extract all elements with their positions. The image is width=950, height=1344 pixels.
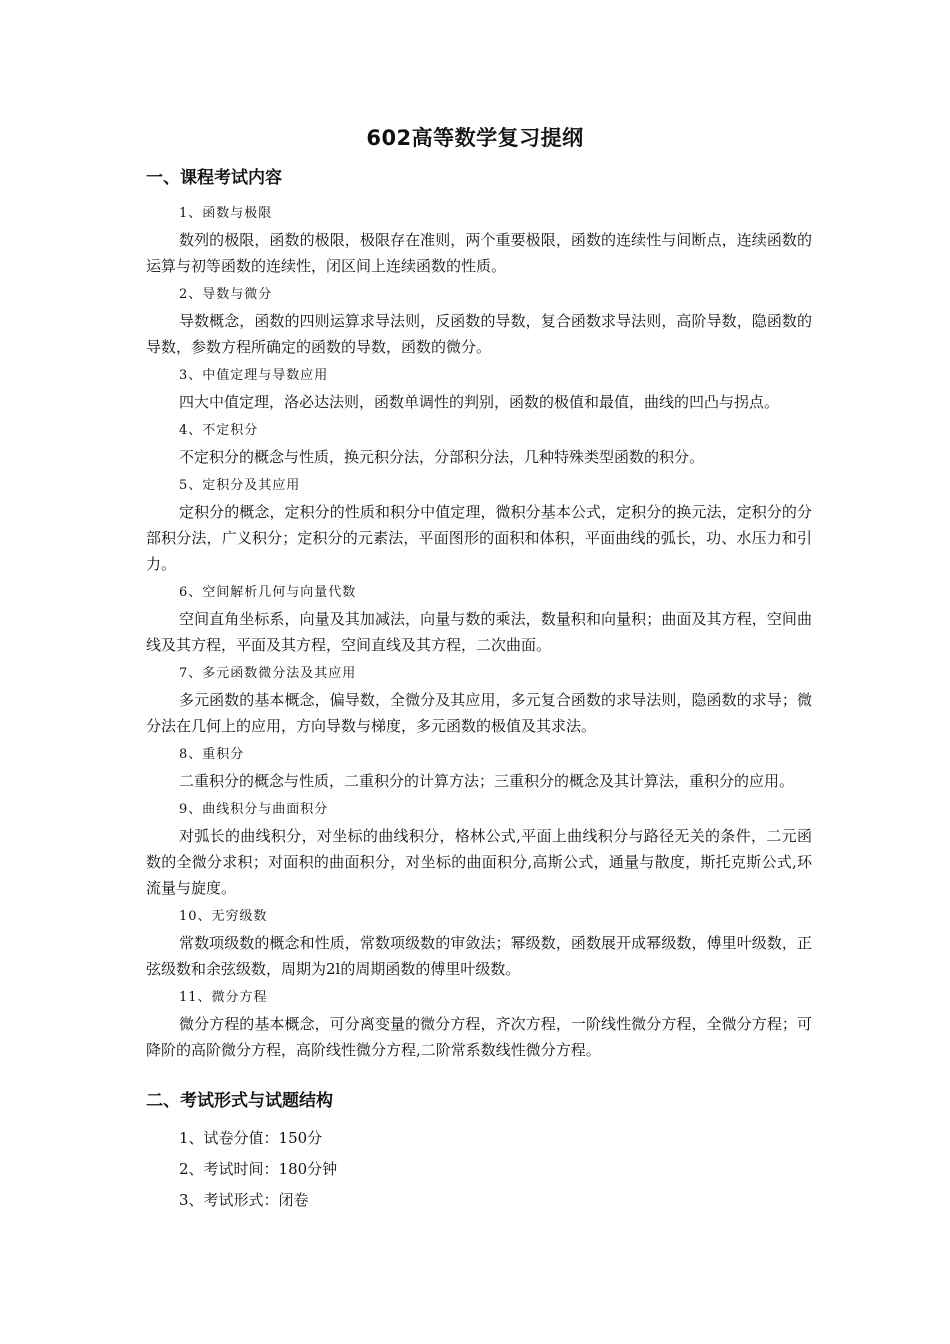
section-heading-exam-content: 一、课程考试内容 bbox=[146, 168, 282, 188]
topic-heading: 8、重积分 bbox=[179, 747, 245, 762]
topic-heading: 6、空间解析几何与向量代数 bbox=[179, 585, 357, 600]
topic-body: 对弧长的曲线积分，对坐标的曲线积分，格林公式,平面上曲线积分与路径无关的条件，二元函数的全微分求积；对面积的曲面积分，对坐标的曲面积分,高斯公式，通量与散度，斯托克斯公式,环流量与旋度。 bbox=[146, 827, 812, 897]
topic-list bbox=[146, 198, 812, 1063]
topic-item bbox=[146, 286, 812, 360]
topic-body: 四大中值定理，洛必达法则，函数单调性的判别，函数的极值和最值，曲线的凹凸与拐点。 bbox=[179, 393, 780, 411]
exam-format-list bbox=[179, 1123, 337, 1216]
topic-item bbox=[146, 908, 812, 982]
exam-format-item: 3、考试形式：闭卷 bbox=[179, 1191, 309, 1209]
topic-heading: 7、多元函数微分法及其应用 bbox=[179, 666, 357, 681]
topic-item bbox=[146, 584, 812, 658]
topic-heading: 11、微分方程 bbox=[179, 990, 268, 1005]
topic-body: 定积分的概念，定积分的性质和积分中值定理，微积分基本公式，定积分的换元法，定积分的分部积分法，广义积分；定积分的元素法，平面图形的面积和体积，平面曲线的弧长，功、水压力和引力。 bbox=[146, 503, 812, 573]
topic-heading: 9、曲线积分与曲面积分 bbox=[179, 802, 329, 817]
topic-item bbox=[146, 746, 812, 794]
topic-body: 导数概念，函数的四则运算求导法则，反函数的导数，复合函数求导法则，高阶导数，隐函数的导数，参数方程所确定的函数的导数，函数的微分。 bbox=[146, 312, 812, 356]
topic-heading: 10、无穷级数 bbox=[179, 909, 268, 924]
topic-item bbox=[146, 477, 812, 577]
topic-body: 空间直角坐标系，向量及其加减法，向量与数的乘法，数量积和向量积；曲面及其方程，空间曲线及其方程，平面及其方程，空间直线及其方程，二次曲面。 bbox=[146, 610, 812, 654]
topic-body: 常数项级数的概念和性质，常数项级数的审敛法；幂级数，函数展开成幂级数，傅里叶级数，正弦级数和余弦级数，周期为2l的周期函数的傅里叶级数。 bbox=[146, 934, 812, 978]
topic-body: 二重积分的概念与性质，二重积分的计算方法；三重积分的概念及其计算法，重积分的应用。 bbox=[179, 772, 795, 790]
topic-heading: 5、定积分及其应用 bbox=[179, 478, 301, 493]
topic-heading: 3、中值定理与导数应用 bbox=[179, 368, 329, 383]
topic-heading: 4、不定积分 bbox=[179, 423, 259, 438]
topic-item bbox=[146, 989, 812, 1063]
topic-heading: 1、函数与极限 bbox=[179, 206, 273, 221]
topic-item bbox=[146, 801, 812, 901]
page-title: 602高等数学复习提纲 bbox=[366, 126, 584, 150]
section-heading-exam-format: 二、考试形式与试题结构 bbox=[146, 1091, 333, 1111]
exam-score-item: 1、试卷分值：150分 bbox=[179, 1129, 323, 1147]
topic-body: 不定积分的概念与性质，换元积分法，分部积分法，几种特殊类型函数的积分。 bbox=[179, 448, 705, 466]
topic-body: 微分方程的基本概念，可分离变量的微分方程，齐次方程，一阶线性微分方程，全微分方程；可降阶的高阶微分方程，高阶线性微分方程,二阶常系数线性微分方程。 bbox=[146, 1015, 812, 1059]
topic-body: 数列的极限，函数的极限，极限存在准则，两个重要极限，函数的连续性与间断点，连续函数的运算与初等函数的连续性，闭区间上连续函数的性质。 bbox=[146, 231, 812, 275]
topic-body: 多元函数的基本概念，偏导数，全微分及其应用，多元复合函数的求导法则，隐函数的求导；微分法在几何上的应用，方向导数与梯度，多元函数的极值及其求法。 bbox=[146, 691, 812, 735]
topic-item bbox=[146, 665, 812, 739]
topic-item bbox=[146, 205, 812, 279]
exam-time-item: 2、考试时间：180分钟 bbox=[179, 1160, 338, 1178]
topic-item bbox=[146, 422, 812, 470]
topic-item bbox=[146, 367, 812, 415]
topic-heading: 2、导数与微分 bbox=[179, 287, 273, 302]
